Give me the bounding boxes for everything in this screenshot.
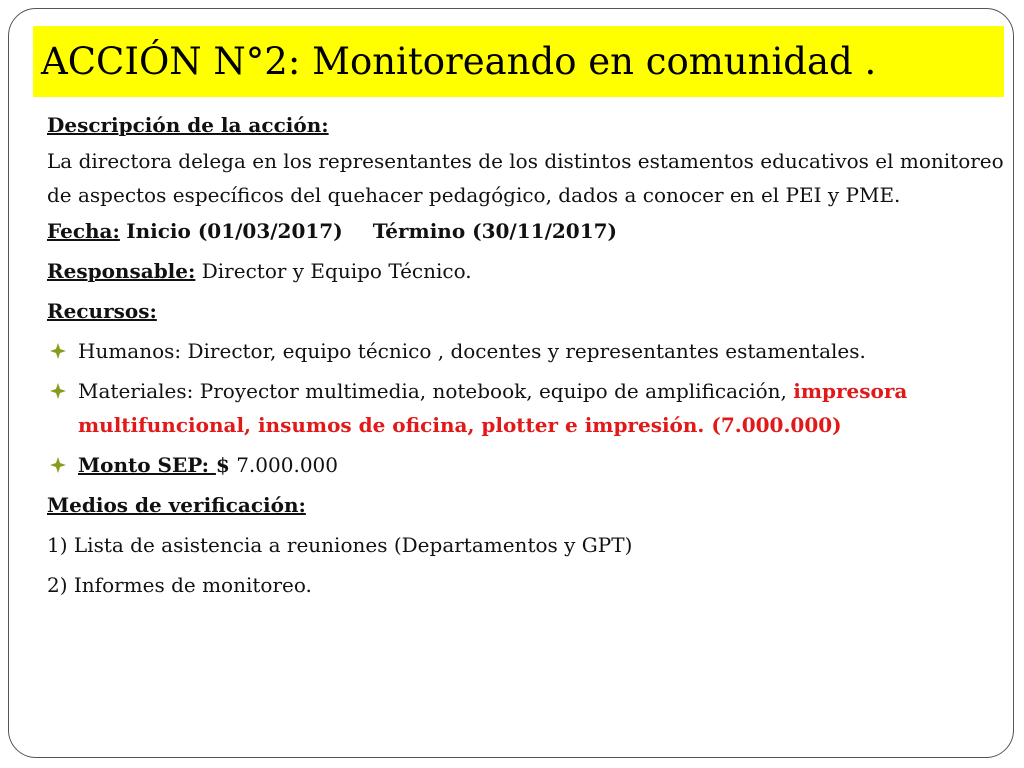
diamond-bullet-icon: [50, 343, 66, 359]
monto-currency: $: [215, 453, 230, 477]
slide-content: [47, 108, 1012, 602]
responsable-value: Director y Equipo Técnico.: [201, 259, 472, 283]
monto-value: 7.000.000: [236, 453, 338, 477]
responsable-row: [47, 254, 1012, 288]
fecha-label: Fecha:: [47, 219, 120, 243]
description-heading-row: [47, 108, 1012, 142]
fecha-inicio: Inicio (01/03/2017): [126, 219, 343, 243]
description-text: La directora delega en los representantes de los distintos estamentos educativos el monitoreo de aspectos específicos del quehacer pedagógico, dados a conocer en el PEI y PME.: [47, 149, 1004, 207]
list-item-materiales: [47, 374, 1012, 442]
list-item-monto: [47, 448, 1012, 482]
monto-label: Monto SEP:: [78, 453, 216, 477]
fecha-termino: Término (30/11/2017): [372, 219, 618, 243]
materiales-highlight: impresora multifuncional, insumos de oficina, plotter e impresión. (7.000.000): [78, 379, 908, 437]
verificacion-heading: Medios de verificación:: [47, 493, 306, 517]
verificacion-item: 1) Lista de asistencia a reuniones (Departamentos y GPT): [47, 533, 633, 557]
verificacion-heading-row: [47, 488, 1012, 522]
verificacion-item: 2) Informes de monitoreo.: [47, 573, 312, 597]
fecha-row: [47, 214, 1012, 248]
materiales-text: Materiales: Proyector multimedia, notebook, equipo de amplificación,: [78, 379, 794, 403]
diamond-bullet-icon: [50, 457, 66, 473]
responsable-label: Responsable:: [47, 259, 196, 283]
slide-title: ACCIÓN N°2: Monitoreando en comunidad .: [41, 40, 877, 83]
recursos-heading: Recursos:: [47, 299, 157, 323]
humanos-text: Humanos: Director, equipo técnico , docentes y representantes estamentales.: [78, 339, 866, 363]
recursos-heading-row: [47, 294, 1012, 328]
title-bar: [33, 26, 1004, 97]
list-item-humanos: [47, 334, 1012, 368]
description-heading: Descripción de la acción:: [47, 113, 329, 137]
diamond-bullet-icon: [50, 383, 66, 399]
